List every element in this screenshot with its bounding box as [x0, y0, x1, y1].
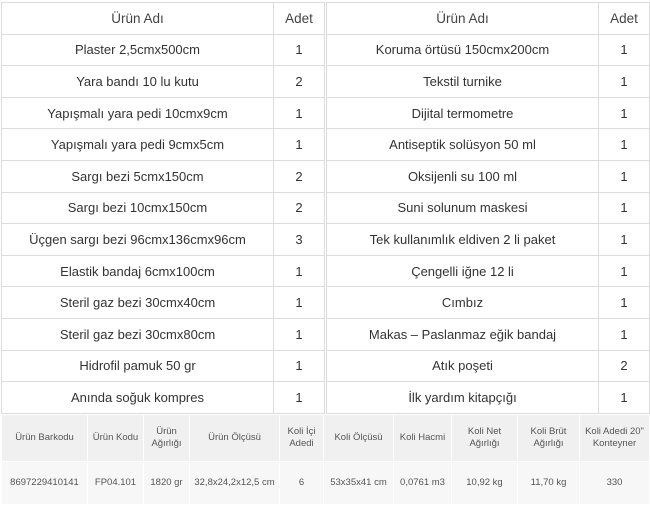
table-row — [2, 66, 325, 98]
spec-header-cell: Ürün Kodu — [88, 415, 144, 462]
column-header-qty: Adet — [274, 3, 325, 35]
table-row — [327, 350, 650, 382]
item-name-cell: Makas – Paslanmaz eğik bandaj — [327, 318, 599, 350]
table-row — [327, 287, 650, 319]
item-qty-cell: 2 — [274, 192, 325, 224]
item-name-cell: Yapışmalı yara pedi 9cmx5cm — [2, 129, 274, 161]
spec-header-cell: Koli Ölçüsü — [324, 415, 394, 462]
table-row — [2, 160, 325, 192]
item-qty-cell: 1 — [599, 318, 650, 350]
item-name-cell: Cımbız — [327, 287, 599, 319]
item-name-cell: Tek kullanımlık eldiven 2 li paket — [327, 224, 599, 256]
column-header-name: Ürün Adı — [2, 3, 274, 35]
item-qty-cell: 1 — [274, 97, 325, 129]
table-row — [327, 224, 650, 256]
item-qty-cell: 1 — [599, 382, 650, 414]
item-qty-cell: 1 — [599, 192, 650, 224]
item-name-cell: Atık poşeti — [327, 350, 599, 382]
table-row — [327, 97, 650, 129]
table-row — [2, 34, 325, 66]
spec-value-cell: 8697229410141 — [2, 462, 88, 505]
table-row — [327, 255, 650, 287]
item-qty-cell: 1 — [599, 224, 650, 256]
table-row — [2, 255, 325, 287]
item-name-cell: Antiseptik solüsyon 50 ml — [327, 129, 599, 161]
item-name-cell: Koruma örtüsü 150cmx200cm — [327, 34, 599, 66]
spec-header-cell: Ürün Barkodu — [2, 415, 88, 462]
table-row — [2, 224, 325, 256]
item-name-cell: Oksijenli su 100 ml — [327, 160, 599, 192]
table-row — [2, 97, 325, 129]
spec-value-cell: 11,70 kg — [518, 462, 580, 505]
item-qty-cell: 1 — [599, 34, 650, 66]
item-name-cell: Yapışmalı yara pedi 10cmx9cm — [2, 97, 274, 129]
spec-header-cell: Koli İçi Adedi — [280, 415, 324, 462]
spec-value-cell: 1820 gr — [144, 462, 190, 505]
item-qty-cell: 2 — [599, 350, 650, 382]
table-row — [327, 160, 650, 192]
table-row — [2, 382, 325, 414]
item-qty-cell: 1 — [599, 97, 650, 129]
spec-value-cell: 0,0761 m3 — [394, 462, 452, 505]
item-qty-cell: 2 — [274, 66, 325, 98]
spec-value-cell: 32,8x24,2x12,5 cm — [190, 462, 280, 505]
item-name-cell: Anında soğuk kompres — [2, 382, 274, 414]
spec-value-cell: 10,92 kg — [452, 462, 518, 505]
item-name-cell: Dijital termometre — [327, 97, 599, 129]
right-item-table — [326, 2, 650, 414]
item-name-cell: Plaster 2,5cmx500cm — [2, 34, 274, 66]
item-name-cell: Sargı bezi 5cmx150cm — [2, 160, 274, 192]
spec-header-cell: Koli Net Ağırlığı — [452, 415, 518, 462]
table-row — [2, 129, 325, 161]
table-row — [2, 350, 325, 382]
item-qty-cell: 1 — [599, 160, 650, 192]
item-name-cell: Steril gaz bezi 30cmx80cm — [2, 318, 274, 350]
table-row — [2, 287, 325, 319]
table-row — [327, 34, 650, 66]
spec-header-cell: Koli Hacmi — [394, 415, 452, 462]
spec-value-cell: 53x35x41 cm — [324, 462, 394, 505]
spec-header-cell: Koli Adedi 20" Konteyner — [580, 415, 650, 462]
table-row — [327, 192, 650, 224]
table-row — [327, 318, 650, 350]
item-qty-cell: 1 — [599, 66, 650, 98]
column-header-name: Ürün Adı — [327, 3, 599, 35]
item-name-cell: Suni solunum maskesi — [327, 192, 599, 224]
item-qty-cell: 1 — [274, 350, 325, 382]
table-row — [327, 66, 650, 98]
spec-value-cell: 330 — [580, 462, 650, 505]
item-name-cell: Hidrofil pamuk 50 gr — [2, 350, 274, 382]
item-qty-cell: 1 — [274, 382, 325, 414]
item-name-cell: Üçgen sargı bezi 96cmx136cmx96cm — [2, 224, 274, 256]
item-qty-cell: 1 — [274, 318, 325, 350]
item-qty-cell: 2 — [274, 160, 325, 192]
item-qty-cell: 1 — [274, 287, 325, 319]
item-qty-cell: 1 — [274, 255, 325, 287]
item-name-cell: Tekstil turnike — [327, 66, 599, 98]
item-name-cell: Elastik bandaj 6cmx100cm — [2, 255, 274, 287]
item-name-cell: İlk yardım kitapçığı — [327, 382, 599, 414]
spec-value-cell: 6 — [280, 462, 324, 505]
spec-value-cell: FP04.101 — [88, 462, 144, 505]
item-qty-cell: 3 — [274, 224, 325, 256]
table-row — [327, 382, 650, 414]
item-name-cell: Çengelli iğne 12 li — [327, 255, 599, 287]
table-row — [2, 318, 325, 350]
item-qty-cell: 1 — [274, 129, 325, 161]
column-header-qty: Adet — [599, 3, 650, 35]
table-row — [327, 129, 650, 161]
item-qty-cell: 1 — [599, 129, 650, 161]
item-name-cell: Sargı bezi 10cmx150cm — [2, 192, 274, 224]
spec-header-cell: Ürün Ağırlığı — [144, 415, 190, 462]
spec-header-cell: Ürün Ölçüsü — [190, 415, 280, 462]
item-name-cell: Steril gaz bezi 30cmx40cm — [2, 287, 274, 319]
table-header-row — [2, 3, 325, 35]
packaging-spec-table — [1, 414, 650, 505]
spec-header-row — [2, 415, 650, 462]
left-item-table — [1, 2, 325, 414]
item-qty-cell: 1 — [274, 34, 325, 66]
spec-header-cell: Koli Brüt Ağırlığı — [518, 415, 580, 462]
spec-value-row — [2, 462, 650, 505]
table-header-row — [327, 3, 650, 35]
item-qty-cell: 1 — [599, 287, 650, 319]
item-qty-cell: 1 — [599, 255, 650, 287]
table-row — [2, 192, 325, 224]
item-name-cell: Yara bandı 10 lu kutu — [2, 66, 274, 98]
